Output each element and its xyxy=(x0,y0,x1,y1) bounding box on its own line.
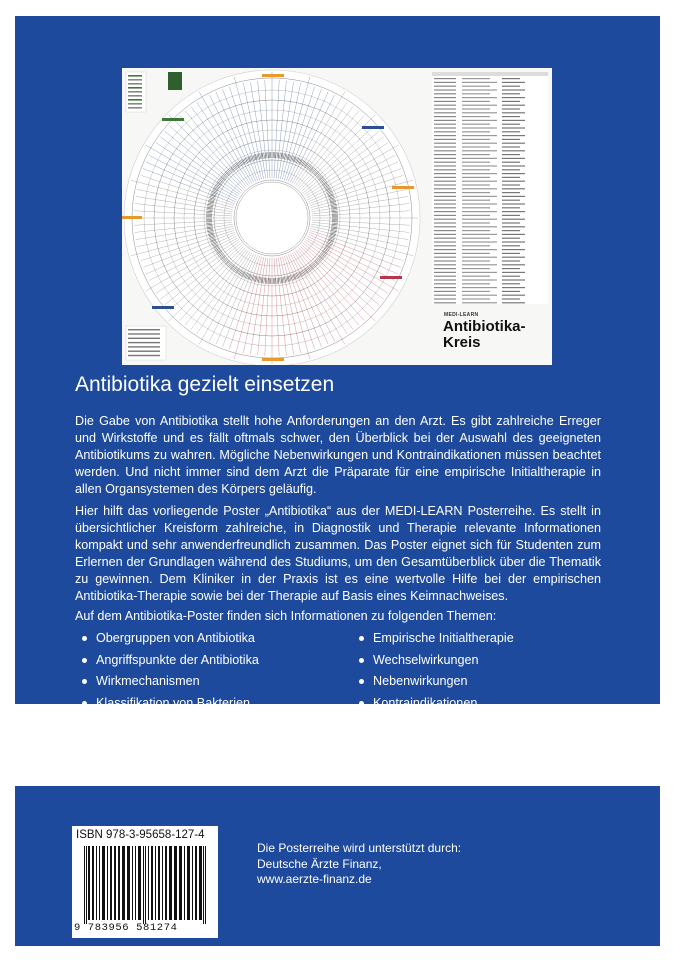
poster-table-line xyxy=(502,291,520,292)
poster-table-line xyxy=(462,192,490,193)
poster-table-line xyxy=(502,173,525,174)
poster-ring-label-tag xyxy=(262,358,284,361)
list-item xyxy=(355,652,514,674)
bullet-icon xyxy=(82,658,87,663)
barcode-bar xyxy=(165,846,167,920)
poster-table-line xyxy=(434,131,456,132)
poster-table-line xyxy=(502,234,525,235)
topic-label: Obergruppen von Antibiotika xyxy=(96,631,255,645)
poster-legend-line xyxy=(128,346,160,347)
poster-legend-line xyxy=(128,329,160,330)
poster-table-line xyxy=(502,245,520,246)
poster-table-line xyxy=(502,135,525,136)
poster-table-line xyxy=(502,253,520,254)
barcode-bar xyxy=(174,846,177,920)
poster-table-line xyxy=(434,298,456,299)
poster-table-line xyxy=(434,150,456,151)
poster-table-line xyxy=(434,139,456,140)
poster-table-line xyxy=(462,169,490,170)
poster-table-line xyxy=(502,131,520,132)
poster-table-line xyxy=(434,154,456,155)
poster-table-line xyxy=(434,260,456,261)
poster-ring-label-tag xyxy=(122,216,142,219)
bullet-icon xyxy=(359,658,364,663)
poster-ring-label-tag xyxy=(380,276,402,279)
barcode-guard-bar xyxy=(145,846,146,924)
topic-label: Nebenwirkungen xyxy=(373,674,468,689)
poster-table-line xyxy=(462,200,490,201)
bullet-icon xyxy=(82,636,87,641)
barcode-digits: 9 783956 581274 xyxy=(74,922,178,934)
poster-table-line xyxy=(502,207,520,208)
barcode-guard-bar xyxy=(205,846,206,924)
poster-table-line xyxy=(434,234,456,235)
poster-table-line xyxy=(434,222,456,223)
barcode-bar xyxy=(162,846,163,920)
poster-table-line xyxy=(502,120,525,121)
poster-table-line xyxy=(502,181,525,182)
poster-table-line xyxy=(462,181,497,182)
barcode-bar xyxy=(155,846,156,920)
poster-table-line xyxy=(434,264,456,265)
poster-table-line xyxy=(434,146,456,147)
poster-table-line xyxy=(462,78,490,79)
barcode-bar xyxy=(110,846,112,920)
poster-legend-swatch xyxy=(168,72,182,90)
poster-table-line xyxy=(434,287,456,288)
barcode-bar xyxy=(127,846,130,920)
poster-table-line xyxy=(462,253,490,254)
poster-table-line xyxy=(434,181,456,182)
barcode-bar xyxy=(192,846,193,920)
poster-table-line xyxy=(502,226,525,227)
bullet-icon xyxy=(82,679,87,684)
poster-table-line xyxy=(434,97,456,98)
poster-table-line xyxy=(434,245,456,246)
poster-table-line xyxy=(462,184,490,185)
poster-table-line xyxy=(502,143,525,144)
poster-table-line xyxy=(462,295,497,296)
poster-legend-line xyxy=(128,87,142,89)
barcode-bar xyxy=(158,846,160,920)
barcode-guard-bar xyxy=(84,846,85,924)
barcode-bar xyxy=(135,846,136,920)
poster-brand: MEDI-LEARN xyxy=(444,312,479,318)
poster-table-line xyxy=(462,226,497,227)
barcode-bar xyxy=(199,846,202,920)
poster-table-line xyxy=(462,264,497,265)
poster-table-line xyxy=(434,101,456,102)
poster-table-line xyxy=(462,234,497,235)
poster-legend-line xyxy=(128,351,160,352)
poster-table-line xyxy=(462,302,497,303)
poster-table-line xyxy=(434,302,456,303)
sponsor-line: Die Posterreihe wird unterstützt durch: xyxy=(257,841,462,855)
poster-legend-line xyxy=(128,99,142,101)
poster-ring-label-tag xyxy=(262,74,284,77)
poster-table-line xyxy=(462,150,497,151)
poster-table-line xyxy=(434,241,456,242)
barcode-bar xyxy=(99,846,100,920)
poster-table-line xyxy=(434,238,456,239)
poster-table-line xyxy=(462,108,490,109)
barcode-bar xyxy=(148,846,149,920)
poster-table-line xyxy=(462,215,490,216)
poster-table-line xyxy=(434,200,456,201)
list-item xyxy=(78,673,259,695)
barcode-bar xyxy=(107,846,108,920)
poster-table-line xyxy=(502,124,520,125)
barcode-bar xyxy=(102,846,105,920)
poster-table-line xyxy=(462,268,490,269)
poster-table-line xyxy=(502,257,525,258)
poster-table-line xyxy=(502,89,525,90)
poster-table-line xyxy=(502,169,520,170)
list-item xyxy=(78,695,259,717)
poster-table-line xyxy=(502,264,525,265)
poster-table-line xyxy=(462,105,497,106)
isbn-barcode xyxy=(72,826,218,938)
poster-table-line xyxy=(502,165,525,166)
poster-center xyxy=(236,182,308,254)
poster-table-line xyxy=(434,276,456,277)
poster-table-line xyxy=(502,211,525,212)
barcode-bar xyxy=(195,846,197,920)
poster-table-line xyxy=(434,211,456,212)
barcode-bar xyxy=(184,846,185,920)
poster-table-line xyxy=(462,154,490,155)
poster-table-line xyxy=(502,192,520,193)
topics-list-right xyxy=(355,630,514,717)
poster-table-line xyxy=(502,279,525,280)
poster-table-line xyxy=(462,276,490,277)
topic-label: Kontraindikationen xyxy=(373,696,478,711)
poster-legend-line xyxy=(128,338,160,339)
poster-table-line xyxy=(462,173,497,174)
poster-table-line xyxy=(502,203,525,204)
poster-table-line xyxy=(502,283,520,284)
barcode-bar xyxy=(179,846,182,920)
poster-table-line xyxy=(462,112,497,113)
poster-table-line xyxy=(502,97,525,98)
barcode-bar xyxy=(138,846,141,920)
barcode-bar xyxy=(114,846,116,920)
poster-ring-label-tag xyxy=(152,306,174,309)
list-item xyxy=(355,673,514,695)
poster-table-line xyxy=(502,249,525,250)
poster-table-line xyxy=(502,287,525,288)
topic-label: Wechselwirkungen xyxy=(373,652,479,667)
poster-title xyxy=(443,319,543,351)
barcode-guard-bar xyxy=(203,846,204,924)
poster-table-line xyxy=(502,127,525,128)
poster-table-line xyxy=(462,257,497,258)
poster-table-line xyxy=(502,302,525,303)
poster-table-line xyxy=(502,298,520,299)
poster-table-line xyxy=(434,188,456,189)
sponsor-url: www.aerzte-finanz.de xyxy=(257,872,372,886)
list-item xyxy=(78,652,259,674)
poster-table-line xyxy=(502,116,520,117)
poster-table-line xyxy=(434,162,456,163)
poster-table-line xyxy=(462,298,490,299)
poster-table-line xyxy=(502,219,525,220)
poster-table-line xyxy=(462,177,490,178)
list-item xyxy=(355,695,514,717)
poster-table-line xyxy=(502,139,520,140)
poster-table-line xyxy=(502,112,525,113)
paragraph-intro: Die Gabe von Antibiotika stellt hohe Anforderungen an den Arzt. Es gibt zahlreiche Erreger und Wirkstoffe und es fällt oftmals schwer, den Überblick bei der Auswahl des geeigneten Antibiotikums zu wahren. Mögliche Nebenwirkungen und Kontraindikationen müssen beachtet werden. Und nicht immer sind dem Arzt die Präparate für eine empirische Initialtherapie in allen Organsystemen des Körpers geläufig. xyxy=(75,414,601,496)
poster-table-line xyxy=(434,226,456,227)
poster-table-line xyxy=(502,78,520,79)
poster-table-line xyxy=(434,127,456,128)
poster-legend-line xyxy=(128,107,142,109)
barcode-bar xyxy=(118,846,120,920)
poster-table-line xyxy=(502,238,520,239)
poster-table-line xyxy=(502,86,520,87)
poster-table-line xyxy=(434,89,456,90)
poster-table-line xyxy=(462,207,490,208)
barcode-bar xyxy=(151,846,153,920)
poster-table-line xyxy=(462,241,497,242)
bullet-icon xyxy=(82,701,87,706)
poster-table-line xyxy=(434,249,456,250)
poster-table-line xyxy=(434,203,456,204)
poster-table-line xyxy=(502,158,525,159)
poster-table-line xyxy=(434,78,456,79)
poster-table-line xyxy=(462,165,497,166)
poster-table-line xyxy=(462,124,490,125)
poster-table-line xyxy=(462,116,490,117)
sponsor-note xyxy=(257,841,461,888)
poster-legend-line xyxy=(128,103,142,105)
poster-table-line xyxy=(462,203,497,204)
poster-legend-line xyxy=(128,75,142,77)
poster-table-line xyxy=(434,279,456,280)
poster-table-line xyxy=(434,253,456,254)
poster-table-line xyxy=(502,196,525,197)
poster-title-line1: Antibiotika- xyxy=(443,318,526,335)
poster-legend-line xyxy=(128,95,142,97)
poster-table-line xyxy=(434,165,456,166)
poster-legend-line xyxy=(128,342,160,343)
poster-table-line xyxy=(462,211,497,212)
poster-table-line xyxy=(434,177,456,178)
poster-table-line xyxy=(502,177,520,178)
poster-legend-line xyxy=(128,79,142,81)
poster-table-line xyxy=(434,135,456,136)
poster-table-line xyxy=(462,127,497,128)
poster-table-line xyxy=(434,230,456,231)
poster-table-line xyxy=(502,184,520,185)
poster-table-line xyxy=(434,158,456,159)
poster-title-line2: Kreis xyxy=(443,334,481,351)
poster-side-table xyxy=(432,72,548,304)
poster-thumbnail xyxy=(122,68,552,365)
paragraph-poster-description: Hier hilft das vorliegende Poster „Antibiotika“ aus der MEDI-LEARN Posterreihe. Es stellt in übersichtlicher Kreisform zahlreiche, in Diagnostik und Therapie relevante Informationen kompakt und sehr anwenderfreundlich zusammen. Das Poster eignet sich für Studenten zum Erlernen der Grundlagen während des Studiums, um den Gesamtüberblick über die Thematik zu gewinnen. Dem Kliniker in der Praxis ist es eine wertvolle Hilfe bei der empirischen Antibiotika-Therapie sowie bei der Therapie auf Basis eines Keimnachweises. xyxy=(75,504,601,603)
top-panel xyxy=(15,16,660,711)
poster-table-line xyxy=(434,268,456,269)
barcode-bar xyxy=(88,846,90,920)
poster-table-line xyxy=(462,291,490,292)
poster-table-line xyxy=(434,93,456,94)
topic-label: Klassifikation von Bakterien xyxy=(96,696,251,711)
poster-legend-line xyxy=(128,91,142,93)
poster-table-line xyxy=(462,135,497,136)
barcode-bar xyxy=(187,846,190,920)
poster-table-line xyxy=(462,97,497,98)
poster-table-line xyxy=(502,154,520,155)
poster-table-line xyxy=(462,101,490,102)
poster-table-line xyxy=(434,112,456,113)
poster-table-line xyxy=(434,295,456,296)
poster-table-line xyxy=(462,143,497,144)
topic-label: Wirkmechanismen xyxy=(96,674,200,689)
poster-table-line xyxy=(502,108,520,109)
poster-table-line xyxy=(434,116,456,117)
poster-table-line xyxy=(434,219,456,220)
poster-table-line xyxy=(462,279,497,280)
poster-table-line xyxy=(502,93,520,94)
poster-table-line xyxy=(462,238,490,239)
poster-table-line xyxy=(462,260,490,261)
poster-table-line xyxy=(502,200,520,201)
poster-table-line xyxy=(434,192,456,193)
poster-table-line xyxy=(502,150,525,151)
poster-table-line xyxy=(502,146,520,147)
list-item xyxy=(355,630,514,652)
poster-table-line xyxy=(502,105,525,106)
poster-table-line xyxy=(462,139,490,140)
poster-table-line xyxy=(462,93,490,94)
poster-table-line xyxy=(434,196,456,197)
bullet-icon xyxy=(359,701,364,706)
poster-table-line xyxy=(502,162,520,163)
poster-table-line xyxy=(434,215,456,216)
poster-table-line xyxy=(462,162,490,163)
poster-table-line xyxy=(434,257,456,258)
poster-table-line xyxy=(434,120,456,121)
paragraph-topics-intro: Auf dem Antibiotika-Poster finden sich Informationen zu folgenden Themen: xyxy=(75,609,497,623)
bottom-panel xyxy=(15,786,660,946)
poster-table-line xyxy=(462,131,490,132)
poster-table-line xyxy=(502,230,520,231)
poster-table-line xyxy=(502,82,525,83)
poster-table-line xyxy=(462,120,497,121)
headline: Antibiotika gezielt einsetzen xyxy=(75,373,335,396)
poster-table-line xyxy=(502,295,525,296)
poster-table-line xyxy=(434,105,456,106)
poster-table-line xyxy=(462,287,497,288)
sponsor-name: Deutsche Ärzte Finanz, xyxy=(257,856,382,871)
poster-ring-label-tag xyxy=(162,118,184,121)
poster-table-line xyxy=(434,207,456,208)
poster-table-line xyxy=(462,249,497,250)
poster-table-line xyxy=(502,222,520,223)
poster-table-line xyxy=(434,108,456,109)
poster-table-line xyxy=(502,101,520,102)
poster-table-line xyxy=(462,272,497,273)
poster-table-line xyxy=(434,184,456,185)
poster-table-line xyxy=(462,146,490,147)
poster-table-line xyxy=(434,291,456,292)
poster-table-line xyxy=(462,86,490,87)
poster-table-line xyxy=(502,276,520,277)
barcode-bar xyxy=(92,846,94,920)
barcode-bar xyxy=(96,846,97,920)
poster-table-line xyxy=(502,241,525,242)
barcode-guard-bar xyxy=(86,846,87,924)
topic-label: Angriffspunkte der Antibiotika xyxy=(96,652,259,667)
poster-table-line xyxy=(502,260,520,261)
poster-table-line xyxy=(434,173,456,174)
poster-table-header xyxy=(432,72,548,76)
poster-table-line xyxy=(434,272,456,273)
poster-legend-line xyxy=(128,355,160,356)
poster-ring-label-tag xyxy=(392,186,414,189)
poster-table-line xyxy=(462,283,490,284)
poster-ring-label-tag xyxy=(362,126,384,129)
poster-table-line xyxy=(502,188,525,189)
barcode-bar xyxy=(169,846,172,920)
poster-table-line xyxy=(462,245,490,246)
list-item xyxy=(78,630,259,652)
poster-table-line xyxy=(434,169,456,170)
poster-table-line xyxy=(462,82,497,83)
poster-table-line xyxy=(462,219,497,220)
poster-table-line xyxy=(462,222,490,223)
poster-table-line xyxy=(502,215,520,216)
barcode-bar xyxy=(122,846,125,920)
poster-table-line xyxy=(462,230,490,231)
barcode-guard-bar xyxy=(143,846,144,924)
poster-table-line xyxy=(434,124,456,125)
poster-table-line xyxy=(462,188,497,189)
poster-table-line xyxy=(462,158,497,159)
bullet-icon xyxy=(359,679,364,684)
barcode-bar xyxy=(132,846,133,920)
poster-table-line xyxy=(434,82,456,83)
isbn-number: ISBN 978-3-95658-127-4 xyxy=(76,829,205,841)
poster-table-line xyxy=(462,89,497,90)
poster-table-line xyxy=(502,268,520,269)
poster-table-line xyxy=(502,272,525,273)
poster-table-line xyxy=(434,143,456,144)
poster-table-line xyxy=(434,86,456,87)
poster-legend-line xyxy=(128,83,142,85)
topic-label: Empirische Initialtherapie xyxy=(373,631,514,645)
poster-legend-line xyxy=(128,333,160,334)
bullet-icon xyxy=(359,636,364,641)
poster-table-line xyxy=(434,283,456,284)
topics-list-left xyxy=(78,630,259,717)
poster-table-line xyxy=(462,196,497,197)
